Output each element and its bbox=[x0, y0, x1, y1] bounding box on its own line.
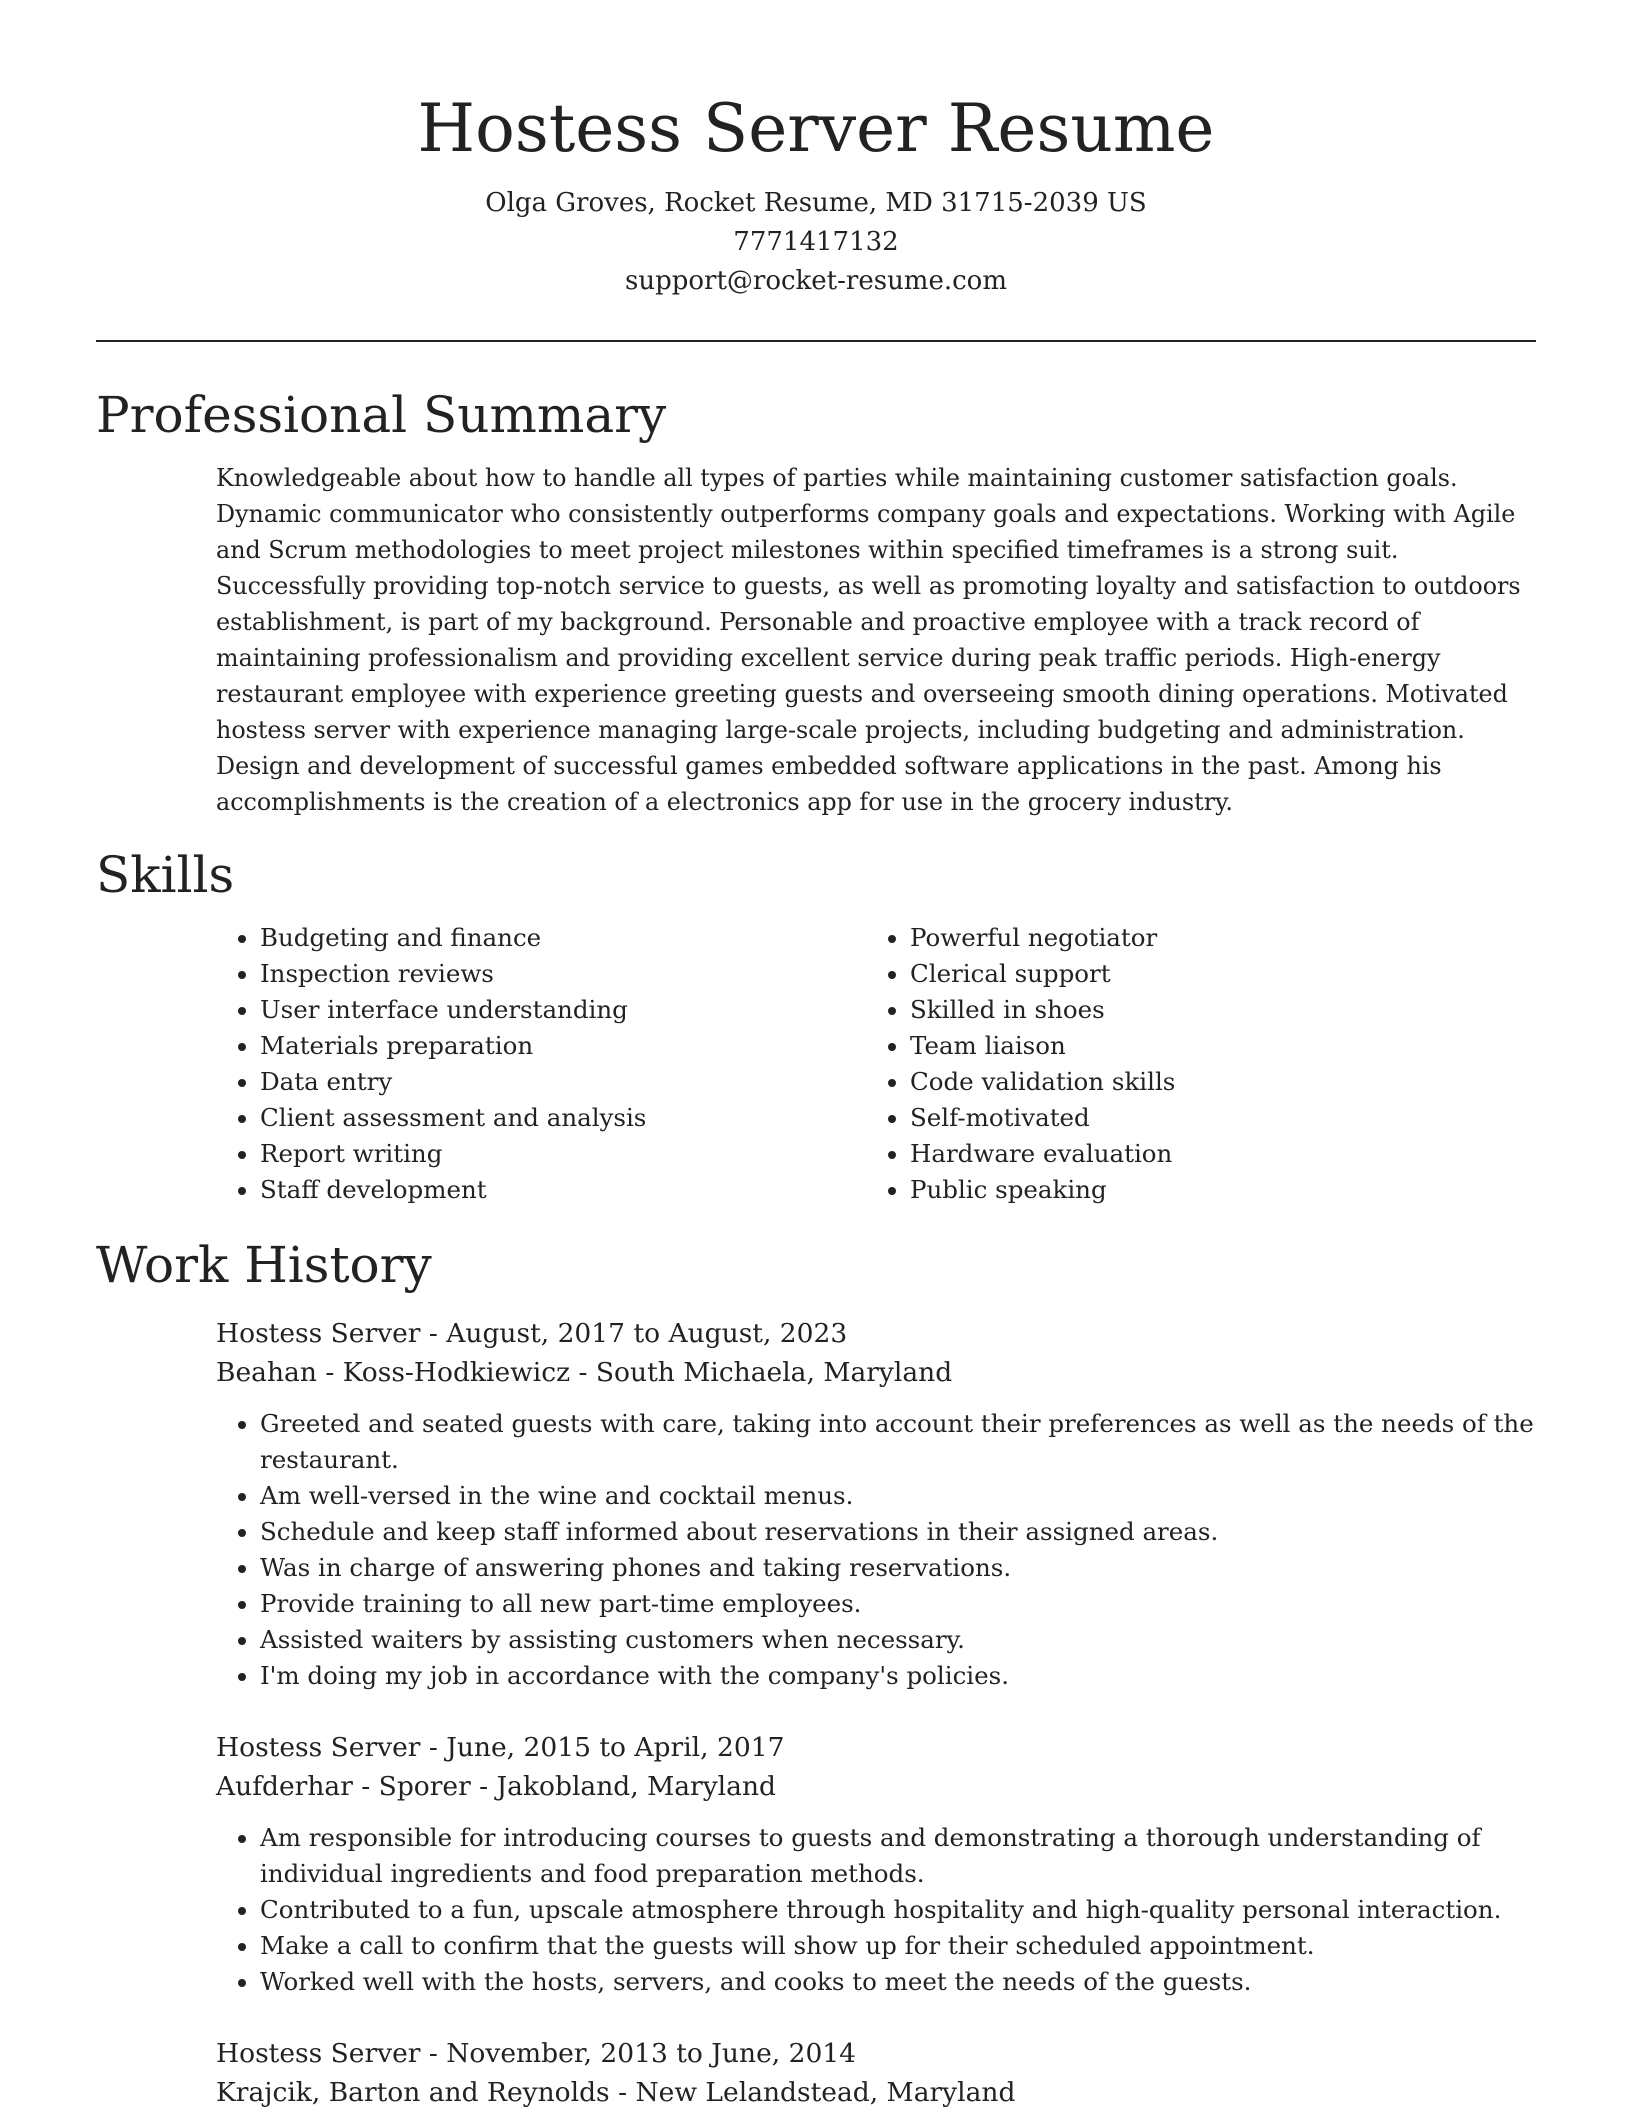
skills-column-right bbox=[866, 920, 1516, 1208]
job-title: Hostess Server - November, 2013 to June, 2014 bbox=[216, 2038, 857, 2069]
skills-heading: Skills bbox=[96, 846, 235, 904]
skill-item: • Staff development bbox=[260, 1172, 866, 1208]
job-duty-item: • Contributed to a fun, upscale atmosphere through hospitality and high-quality personal interaction. bbox=[260, 1892, 1536, 1928]
skill-item: • Public speaking bbox=[910, 1172, 1516, 1208]
job-duty-item: • I'm doing my job in accordance with the company's policies. bbox=[260, 1658, 1536, 1694]
job-duty-item: • Schedule and keep staff informed about reservations in their assigned areas. bbox=[260, 1514, 1536, 1550]
job-title: Hostess Server - June, 2015 to April, 2017 bbox=[216, 1732, 785, 1763]
skill-item: • Powerful negotiator bbox=[910, 920, 1516, 956]
job-duty-item: • Was in charge of answering phones and taking reservations. bbox=[260, 1550, 1536, 1586]
skill-item: • Report writing bbox=[260, 1136, 866, 1172]
resume-page bbox=[96, 0, 1536, 2112]
skill-item: • Budgeting and finance bbox=[260, 920, 866, 956]
header-divider bbox=[96, 340, 1536, 342]
contact-phone: 7771417132 bbox=[733, 227, 899, 257]
work-history-heading: Work History bbox=[96, 1236, 432, 1294]
skill-item: • Clerical support bbox=[910, 956, 1516, 992]
job-duty-item: • Worked well with the hosts, servers, and cooks to meet the needs of the guests. bbox=[260, 1964, 1536, 2000]
skill-item: • Team liaison bbox=[910, 1028, 1516, 1064]
job-duty-item: • Provide training to all new part-time employees. bbox=[260, 1586, 1536, 1622]
summary-text: Knowledgeable about how to handle all types of parties while maintaining customer satisfaction goals. Dynamic communicator who consistently outperforms company goals and expectations. Working with Agile and Scrum methodologies to meet project milestones within specified timeframes is a strong suit. Successfully providing top-notch service to guests, as well as promoting loyalty and satisfaction to outdoors establishment, is part of my background. Personable and proactive employee with a track record of maintaining professionalism and providing excellent service during peak traffic periods. High-energy restaurant employee with experience greeting guests and overseeing smooth dining operations. Motivated hostess server with experience managing large-scale projects, including budgeting and administration. Design and development of successful games embedded software applications in the past. Among his accomplishments is the creation of a electronics app for use in the grocery industry. bbox=[216, 464, 1521, 816]
job-duties bbox=[216, 1406, 1536, 1694]
job-title: Hostess Server - August, 2017 to August, 2023 bbox=[216, 1318, 848, 1349]
job-entry bbox=[216, 2034, 1536, 2112]
job-duty-item: • Make a call to confirm that the guests will show up for their scheduled appointment. bbox=[260, 1928, 1536, 1964]
skills-column-left bbox=[216, 920, 866, 1208]
skill-item: • Skilled in shoes bbox=[910, 992, 1516, 1028]
job-duty-item: • Am well-versed in the wine and cocktail menus. bbox=[260, 1478, 1536, 1514]
job-entry bbox=[216, 1314, 1536, 1694]
job-duties bbox=[216, 1820, 1536, 2000]
job-company: Beahan - Koss-Hodkiewicz - South Michaela, Maryland bbox=[216, 1357, 953, 1388]
contact-address: Olga Groves, Rocket Resume, MD 31715-2039 US bbox=[485, 188, 1147, 218]
skill-item: • Materials preparation bbox=[260, 1028, 866, 1064]
job-duty-item: • Assisted waiters by assisting customers when necessary. bbox=[260, 1622, 1536, 1658]
skills-list bbox=[216, 920, 1536, 1208]
skill-item: • User interface understanding bbox=[260, 992, 866, 1028]
contact-block bbox=[96, 184, 1536, 301]
skill-item: • Code validation skills bbox=[910, 1064, 1516, 1100]
job-duty-item: • Am responsible for introducing courses to guests and demonstrating a thorough understanding of individual ingredients and food preparation methods. bbox=[260, 1820, 1536, 1892]
skill-item: • Inspection reviews bbox=[260, 956, 866, 992]
skill-item: • Client assessment and analysis bbox=[260, 1100, 866, 1136]
skill-item: • Data entry bbox=[260, 1064, 866, 1100]
job-entry bbox=[216, 1728, 1536, 2000]
resume-title: Hostess Server Resume bbox=[417, 90, 1215, 167]
job-company: Krajcik, Barton and Reynolds - New Lelandstead, Maryland bbox=[216, 2077, 1016, 2108]
job-duty-item: • Greeted and seated guests with care, taking into account their preferences as well as the needs of the restaurant. bbox=[260, 1406, 1536, 1478]
contact-email: support@rocket-resume.com bbox=[624, 266, 1007, 296]
job-company: Aufderhar - Sporer - Jakobland, Maryland bbox=[216, 1771, 776, 1802]
summary-heading: Professional Summary bbox=[96, 386, 667, 444]
skill-item: • Hardware evaluation bbox=[910, 1136, 1516, 1172]
skill-item: • Self-motivated bbox=[910, 1100, 1516, 1136]
